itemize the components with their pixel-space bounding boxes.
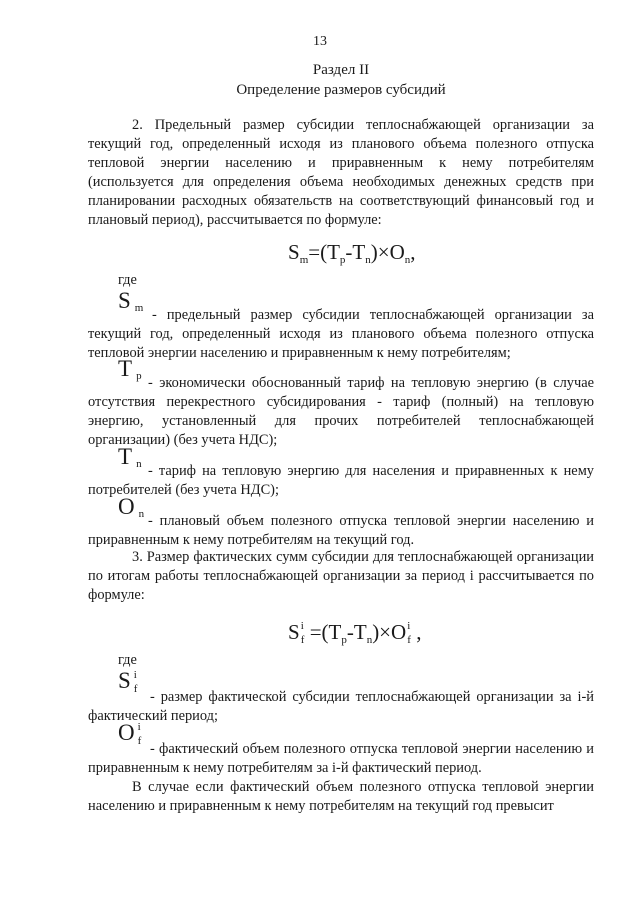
where-label-2: где [118, 652, 137, 668]
section-title: Определение размеров субсидий [236, 82, 446, 98]
formula-actual-subsidy: S i f $=(T_p-T_n)\times O$ i f , [288, 620, 422, 646]
where-label-1: где [118, 272, 137, 288]
symbol-t-p: Tp [118, 356, 142, 382]
symbol-o-n: On [118, 494, 145, 520]
paragraph-3: 3. Размер фактических сумм субсидии для теплоснабжающей организации по итогам работы теплоснабжающей организации за период i рассчитывается по формуле: [88, 549, 594, 603]
paragraph-last: В случае если фактический объем полезного отпуска тепловой энергии населению и приравненным к нему потребителям на текущий год превысит [88, 779, 594, 814]
definition-t-n: - тариф на тепловую энергию для населения и приравненных к нему потребителей (без учета НДС); [88, 463, 594, 498]
symbol-s-f: S i f [118, 668, 138, 695]
definition-o-n: - плановый объем полезного отпуска тепловой энергии населению и приравненным к нему потребителям на текущий год. [88, 513, 594, 548]
formula-max-subsidy: $S_m=(T_p-T_n)\times O_n$, [288, 240, 416, 266]
symbol-s-m: Sm [118, 288, 144, 314]
symbol-o-f: O i f [118, 720, 142, 747]
definition-o-f: - фактический объем полезного отпуска тепловой энергии населению и приравненным к нему потребителям за i-й фактический период. [88, 741, 594, 776]
definition-t-p: - экономически обоснованный тариф на тепловую энергию (в случае отсутствия перекрестного субсидирования - тариф (полный) на тепловую энергию, установленный для прочих потребителей теплоснабжающей организации) (без учета НДС); [88, 375, 594, 448]
symbol-t-n: Tn [118, 444, 142, 470]
paragraph-2: 2. Предельный размер субсидии теплоснабжающей организации за текущий год, определенный исходя из планового объема полезного отпуска тепловой энергии населению и приравненным к нему потребителям (используется для определения объема необходимых денежных средств при планировании расходных обязательств на соответствующий финансовый год и плановый период), рассчитывается по формуле: [88, 117, 594, 228]
section-number: Раздел II [312, 62, 370, 78]
page-number: 13 [313, 34, 327, 49]
definition-s-f: - размер фактической субсидии теплоснабжающей организации за i-й фактический период; [88, 689, 594, 724]
definition-s-m: - предельный размер субсидии теплоснабжающей организации за текущий год, определенный исходя из планового объема полезного отпуска тепловой энергии населению и приравненным к нему потребителям; [88, 307, 594, 361]
